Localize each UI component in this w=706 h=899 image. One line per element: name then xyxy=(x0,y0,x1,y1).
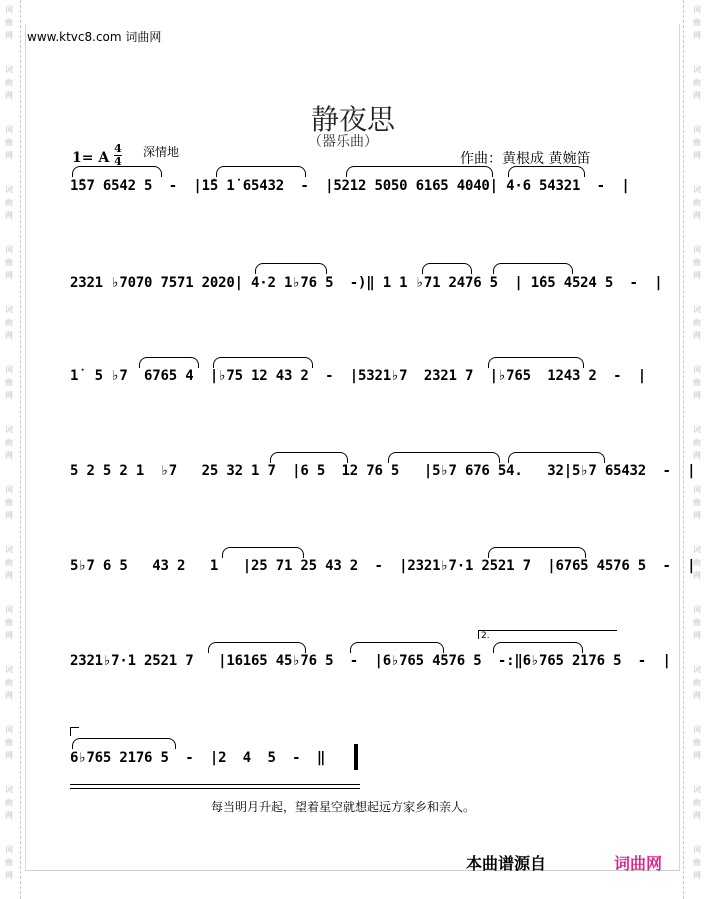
watermark-glyph: 词 xyxy=(693,5,701,14)
volta-bracket-continuation xyxy=(70,727,79,736)
slur xyxy=(488,357,584,368)
watermark-glyph: 网 xyxy=(5,211,13,220)
time-signature-bottom: 4 xyxy=(114,155,122,168)
slur xyxy=(350,642,444,653)
score-line-3: 1̇ 5 ♭7 6765 4 |♭75 12 43 2 - |5321♭7 2321 7 |♭765 1243 2 - | xyxy=(70,368,647,384)
slur xyxy=(222,547,304,558)
watermark-glyph: 曲 xyxy=(693,858,701,867)
watermark-glyph: 曲 xyxy=(5,18,13,27)
source-label: 本曲谱源自 xyxy=(466,854,547,873)
watermark-glyph: 网 xyxy=(5,511,13,520)
volta-bracket-2 xyxy=(478,630,617,639)
watermark-glyph: 词 xyxy=(5,365,13,374)
watermark-glyph: 词 xyxy=(693,305,701,314)
watermark-glyph: 词 xyxy=(5,185,13,194)
score-line-1: 1̇57 6542 5 - |1̇5 1̇ 65432 - |5212 5050 6165 4040| 4·6 54321 - | xyxy=(70,178,630,194)
time-signature xyxy=(114,143,122,168)
watermark-glyph: 网 xyxy=(693,631,701,640)
watermark-glyph: 词 xyxy=(693,485,701,494)
watermark-glyph: 曲 xyxy=(693,438,701,447)
key-signature: 1= A xyxy=(72,150,110,166)
slur xyxy=(208,642,306,653)
watermark-glyph: 曲 xyxy=(5,618,13,627)
slur xyxy=(72,738,176,749)
watermark-glyph: 网 xyxy=(693,451,701,460)
watermark-glyph: 曲 xyxy=(693,558,701,567)
watermark-glyph: 曲 xyxy=(693,738,701,747)
watermark-glyph: 词 xyxy=(693,845,701,854)
watermark-glyph: 曲 xyxy=(5,498,13,507)
slur xyxy=(493,263,573,274)
watermark-glyph: 曲 xyxy=(5,858,13,867)
watermark-glyph: 词 xyxy=(693,245,701,254)
watermark-glyph: 网 xyxy=(5,331,13,340)
watermark-glyph: 曲 xyxy=(5,198,13,207)
watermark-glyph: 网 xyxy=(5,151,13,160)
watermark-glyph: 曲 xyxy=(5,678,13,687)
watermark-glyph: 词 xyxy=(5,305,13,314)
watermark-glyph: 网 xyxy=(693,691,701,700)
score-line-6: 2321♭7·1 2521 7 |16165 45♭76 5 - |6♭765 4576 5 -:‖6♭765 2176 5 - | xyxy=(70,653,671,669)
slur xyxy=(422,263,472,274)
slur xyxy=(488,547,586,558)
final-barline xyxy=(354,744,358,770)
watermark-glyph: 网 xyxy=(693,871,701,880)
watermark-glyph: 词 xyxy=(693,125,701,134)
watermark-glyph: 词 xyxy=(5,65,13,74)
watermark-glyph: 曲 xyxy=(693,318,701,327)
slur xyxy=(139,357,199,368)
slur xyxy=(346,166,493,177)
slur xyxy=(270,452,348,463)
watermark-glyph: 曲 xyxy=(693,498,701,507)
watermark-glyph: 曲 xyxy=(5,378,13,387)
watermark-glyph: 曲 xyxy=(5,738,13,747)
watermark-glyph: 网 xyxy=(693,751,701,760)
watermark-glyph: 词 xyxy=(693,425,701,434)
watermark-glyph: 网 xyxy=(5,691,13,700)
watermark-glyph: 词 xyxy=(693,65,701,74)
watermark-glyph: 网 xyxy=(5,451,13,460)
slur xyxy=(213,357,313,368)
watermark-glyph: 词 xyxy=(5,485,13,494)
watermark-glyph: 词 xyxy=(693,185,701,194)
watermark-glyph: 曲 xyxy=(693,678,701,687)
watermark-glyph: 网 xyxy=(693,391,701,400)
watermark-glyph: 网 xyxy=(693,211,701,220)
watermark-glyph: 网 xyxy=(693,31,701,40)
score-line-5: 5♭7 6 5 43 2 1 |25 71 25 43 2 - |2321♭7·1 2521 7 |6765 4576 5 - | xyxy=(70,558,696,574)
watermark-glyph: 网 xyxy=(5,271,13,280)
poem-caption: 每当明月升起，望着星空就想起远方家乡和亲人。 xyxy=(210,800,475,814)
watermark-glyph: 词 xyxy=(5,245,13,254)
watermark-glyph: 曲 xyxy=(693,18,701,27)
watermark-glyph: 词 xyxy=(5,545,13,554)
watermark-glyph: 词 xyxy=(693,365,701,374)
watermark-glyph: 网 xyxy=(5,571,13,580)
closing-double-rule xyxy=(70,784,360,789)
watermark-glyph: 曲 xyxy=(693,198,701,207)
watermark-glyph: 网 xyxy=(5,31,13,40)
watermark-glyph: 曲 xyxy=(693,618,701,627)
watermark-glyph: 词 xyxy=(693,725,701,734)
watermark-glyph: 网 xyxy=(693,91,701,100)
score-title: 静夜思 xyxy=(310,103,395,136)
brand-logo-text[interactable]: 词曲网 xyxy=(614,854,663,873)
watermark-glyph: 词 xyxy=(693,605,701,614)
watermark-glyph: 词 xyxy=(5,725,13,734)
watermark-glyph: 网 xyxy=(693,271,701,280)
watermark-glyph: 曲 xyxy=(693,78,701,87)
watermark-glyph: 词 xyxy=(5,125,13,134)
site-url[interactable]: www.ktvc8.com 词曲网 xyxy=(27,30,162,44)
watermark-glyph: 词 xyxy=(5,785,13,794)
watermark-glyph: 词 xyxy=(5,605,13,614)
watermark-glyph: 词 xyxy=(5,5,13,14)
slur xyxy=(508,452,605,463)
watermark-glyph: 词 xyxy=(5,425,13,434)
watermark-glyph: 曲 xyxy=(5,318,13,327)
watermark-glyph: 曲 xyxy=(5,798,13,807)
watermark-glyph: 词 xyxy=(693,545,701,554)
watermark-glyph: 网 xyxy=(5,391,13,400)
watermark-glyph: 曲 xyxy=(5,258,13,267)
slur xyxy=(508,166,585,177)
watermark-glyph: 曲 xyxy=(5,78,13,87)
composer-credit: 作曲：黄根成 黄婉笛 xyxy=(460,151,591,167)
watermark-glyph: 网 xyxy=(5,871,13,880)
watermark-glyph: 曲 xyxy=(5,138,13,147)
slur xyxy=(216,166,306,177)
score-line-4: 5 2 5 2 1 ♭7 25 32 1 7 |6 5 12 76 5 |5♭7 676 54. 32|5♭7 65432 - | xyxy=(70,463,696,479)
slur xyxy=(72,166,162,177)
watermark-glyph: 网 xyxy=(693,151,701,160)
watermark-glyph: 网 xyxy=(693,811,701,820)
watermark-glyph: 词 xyxy=(5,665,13,674)
watermark-glyph: 词 xyxy=(693,785,701,794)
watermark-glyph: 网 xyxy=(693,511,701,520)
score-line-2: 2321 ♭7070 7571 2020| 4·2 1♭76 5 -)‖ 1 1 ♭71 2476 5 | 1̇65 4524 5 - | xyxy=(70,275,663,291)
watermark-glyph: 词 xyxy=(693,665,701,674)
watermark-glyph: 网 xyxy=(693,331,701,340)
watermark-glyph: 曲 xyxy=(693,378,701,387)
watermark-glyph: 曲 xyxy=(693,138,701,147)
watermark-glyph: 网 xyxy=(5,631,13,640)
time-signature-top: 4 xyxy=(114,142,122,155)
watermark-glyph: 曲 xyxy=(5,438,13,447)
score-subtitle: （器乐曲） xyxy=(308,134,378,150)
watermark-glyph: 曲 xyxy=(5,558,13,567)
slur xyxy=(255,263,327,274)
watermark-glyph: 网 xyxy=(5,811,13,820)
watermark-glyph: 曲 xyxy=(693,798,701,807)
watermark-glyph: 网 xyxy=(5,91,13,100)
slur xyxy=(493,642,583,653)
slur xyxy=(388,452,500,463)
watermark-glyph: 网 xyxy=(5,751,13,760)
watermark-glyph: 网 xyxy=(693,571,701,580)
volta-label: 2. xyxy=(481,631,490,641)
watermark-glyph: 曲 xyxy=(693,258,701,267)
watermark-glyph: 词 xyxy=(5,845,13,854)
tempo-mark: 深情地 xyxy=(143,145,180,159)
score-line-7: 6♭765 2176 5 - |2 4 5 - ‖ xyxy=(70,750,326,766)
